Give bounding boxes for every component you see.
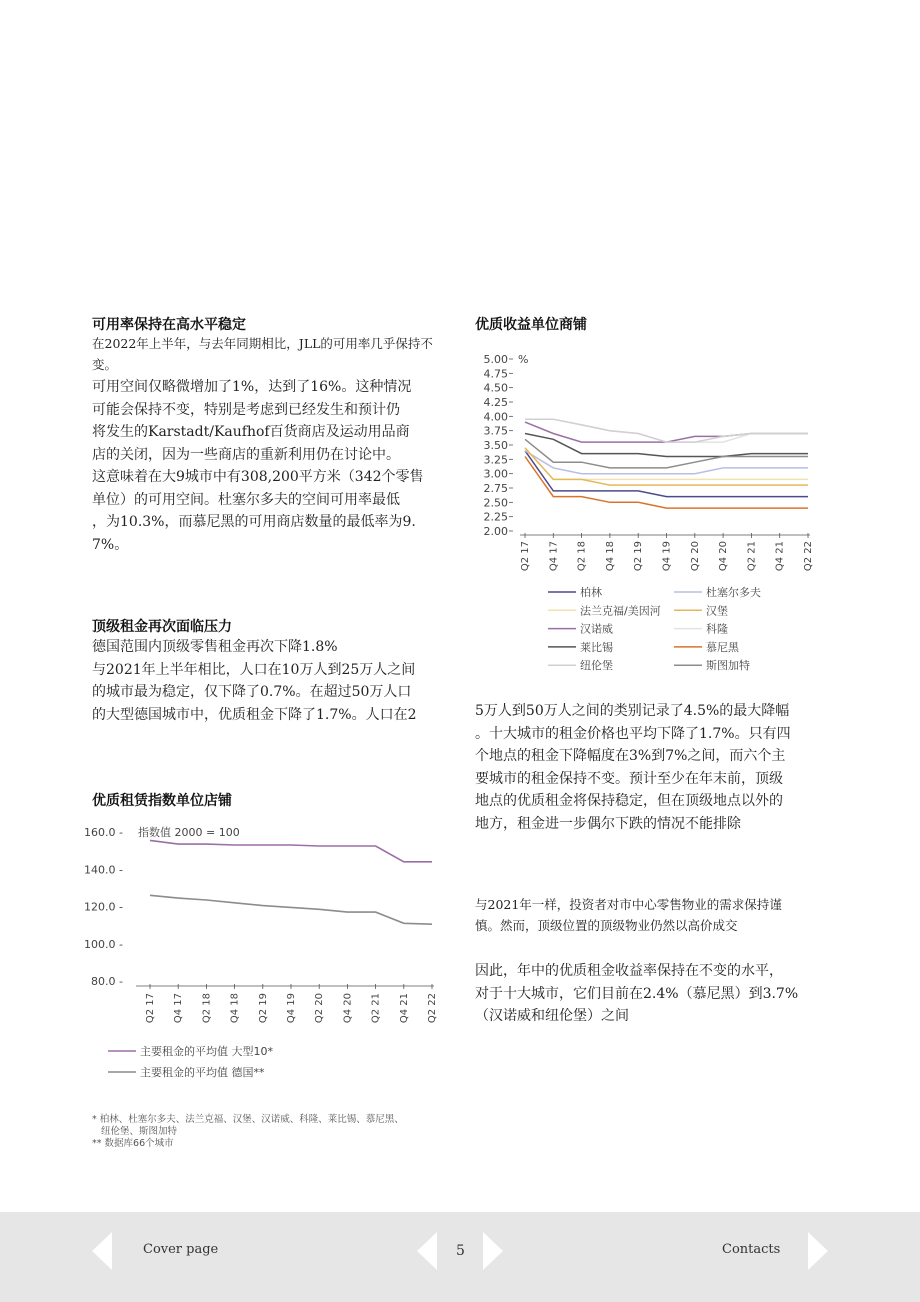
legend-label: 杜塞尔多夫 [706, 586, 761, 599]
yield-summary [475, 960, 835, 1028]
legend-label: 汉堡 [706, 604, 728, 618]
x-tick-label: Q4 18 [604, 541, 616, 572]
unit-label: 指数值 2000 = 100 [138, 826, 240, 839]
x-tick-label: Q4 20 [342, 993, 354, 1024]
footnote-line: ** 数据库66个城市 [92, 1138, 174, 1149]
y-tick-label: 2.25 [483, 510, 508, 524]
x-tick-label: Q2 22 [803, 541, 814, 572]
rents-continued [475, 700, 835, 835]
legend-label: 莱比锡 [580, 640, 613, 654]
y-tick-label: 5.00 [483, 353, 508, 366]
legend-label: 主要租金的平均值 德国** [140, 1066, 265, 1079]
text-line: 。十大城市的租金价格也平均下降了1.7%。只有四 [475, 725, 791, 742]
x-tick-label: Q2 18 [201, 993, 213, 1024]
x-tick-label: Q4 20 [718, 541, 730, 572]
y-tick-label: 3.25 [483, 453, 508, 467]
legend-label: 主要租金的平均值 大型10* [140, 1045, 273, 1058]
yield-chart [470, 345, 850, 690]
prev-arrow-icon[interactable] [417, 1232, 437, 1270]
series-line [525, 457, 808, 509]
legend-label: 慕尼黑 [706, 640, 739, 654]
next-page-arrow-icon[interactable] [808, 1232, 828, 1270]
footnotes [92, 1114, 462, 1150]
text-line: 这意味着在大9城市中有308,200平方米（342个零售 [92, 469, 424, 485]
x-tick-label: Q2 21 [746, 541, 758, 572]
y-tick-label: 4.25 [483, 396, 508, 409]
text-line: 7%。 [92, 536, 129, 553]
section-heading-rents: 顶级租金再次面临压力 [92, 619, 232, 635]
x-tick-label: Q2 20 [689, 541, 701, 572]
next-arrow-icon[interactable] [483, 1232, 503, 1270]
legend-label: 汉诺威 [580, 622, 613, 636]
x-tick-label: Q4 19 [286, 993, 297, 1024]
unit-label: % [518, 353, 529, 366]
series-line [525, 422, 808, 442]
x-tick-label: Q4 21 [774, 541, 786, 572]
page-number: 5 [456, 1243, 465, 1259]
section-heading-availability: 可用率保持在高水平稳定 [92, 317, 246, 333]
x-tick-label: Q2 17 [520, 541, 531, 572]
x-tick-label: Q4 18 [229, 993, 241, 1024]
rent-index-chart [80, 815, 460, 1095]
y-tick-label: 3.00 [483, 467, 508, 481]
footnote-line: 纽伦堡、斯图加特 [92, 1126, 178, 1137]
text-line: ，为10.3%，而慕尼黑的可用商店数量的最低率为9. [92, 514, 416, 530]
x-tick-label: Q2 17 [145, 993, 156, 1024]
text-line: 可用空间仅略微增加了1%，达到了16%。这种情况 [92, 379, 412, 395]
y-tick-label: 3.75 [483, 424, 508, 438]
legend-label: 柏林 [580, 586, 602, 599]
x-tick-label: Q2 19 [633, 541, 645, 572]
series-line [150, 840, 432, 861]
text-line: 与2021年上半年相比，人口在10万人到25万人之间 [92, 661, 416, 678]
legend-label: 斯图加特 [706, 659, 750, 673]
x-tick-label: Q4 17 [173, 993, 185, 1024]
y-tick-label: 2.50 [483, 496, 508, 510]
contacts-link[interactable]: Contacts [722, 1242, 781, 1257]
series-line [525, 448, 808, 480]
y-tick-label: 3.50 [483, 439, 508, 452]
text-line: （汉诺威和纽伦堡）之间 [475, 1008, 629, 1024]
prev-page-arrow-icon[interactable] [92, 1232, 112, 1270]
legend-label: 纽伦堡 [580, 659, 613, 673]
text-line: 的大型德国城市中，优质租金下降了1.7%。人口在2 [92, 706, 417, 723]
yield-chart-heading: 优质收益单位商铺 [475, 317, 587, 333]
text-line: 店的关闭，因为一些商店的重新利用仍在讨论中。 [92, 446, 400, 463]
y-tick-label: 100.0 - [84, 937, 123, 951]
y-tick-label: 4.75 [483, 367, 508, 381]
series-line [525, 434, 808, 457]
x-tick-label: Q2 20 [314, 993, 326, 1024]
x-tick-label: Q4 21 [398, 993, 410, 1024]
text-line: 与2021年一样，投资者对市中心零售物业的需求保持谨 [475, 897, 782, 912]
text-line: 地方，租金进一步偶尔下跌的情况不能排除 [475, 815, 741, 832]
text-line: 的城市最为稳定，仅下降了0.7%。在超过50万人口 [92, 684, 412, 700]
rents-body [92, 636, 452, 726]
y-tick-label: 4.50 [483, 381, 508, 395]
x-tick-label: Q4 19 [661, 541, 673, 572]
availability-intro: 在2022年上半年，与去年同期相比，JLL的可用率几乎保持不变。 [92, 336, 433, 372]
x-tick-label: Q4 17 [548, 541, 560, 572]
y-tick-label: 2.00 [483, 525, 508, 538]
y-tick-label: 160.0 - [84, 826, 123, 839]
text-line: 地点的优质租金将保持稳定，但在顶级地点以外的 [475, 793, 783, 809]
x-tick-label: Q2 19 [257, 993, 269, 1024]
text-line: 个地点的租金下降幅度在3%到7%之间，而六个主 [475, 748, 786, 764]
y-tick-label: 2.75 [483, 482, 508, 495]
investor-demand [475, 894, 835, 936]
text-line: 将发生的Karstadt/Kaufhof百货商店及运动用品商 [92, 424, 410, 440]
text-line: 5万人到50万人之间的类别记录了4.5%的最大降幅 [475, 703, 790, 719]
text-line: 可能会保持不变，特别是考虑到已经发生和预计仍 [92, 401, 400, 418]
cover-page-link[interactable]: Cover page [143, 1242, 219, 1257]
text-line: 慎。然而，顶级位置的顶级物业仍然以高价成交 [475, 918, 738, 933]
text-line: 对于十大城市，它们目前在2.4%（慕尼黑）到3.7% [475, 985, 799, 1002]
legend-label: 科隆 [706, 622, 728, 636]
x-tick-label: Q2 22 [427, 993, 438, 1024]
text-line: 要城市的租金保持不变。预计至少在年末前，顶级 [475, 770, 783, 787]
y-tick-label: 80.0 - [91, 975, 123, 988]
series-line [525, 419, 808, 442]
text-line: 因此，年中的优质租金收益率保持在不变的水平， [475, 963, 783, 979]
series-line [150, 895, 432, 924]
availability-body [92, 376, 452, 556]
x-tick-label: Q2 18 [576, 541, 588, 572]
y-tick-label: 4.00 [483, 410, 508, 424]
text-line: 德国范围内顶级零售租金再次下降1.8% [92, 639, 338, 655]
footnote-line: * 柏林、杜塞尔多夫、法兰克福、汉堡、汉诺威、科隆、莱比锡、慕尼黑、 [92, 1114, 404, 1125]
footer-nav [0, 1212, 920, 1302]
rent-index-chart-heading: 优质租赁指数单位店铺 [92, 793, 232, 809]
y-tick-label: 140.0 - [84, 863, 123, 877]
y-tick-label: 120.0 - [84, 900, 123, 914]
x-tick-label: Q2 21 [370, 993, 382, 1024]
legend-label: 法兰克福/美因河 [580, 604, 661, 618]
text-line: 单位）的可用空间。杜塞尔多夫的空间可用率最低 [92, 491, 400, 508]
